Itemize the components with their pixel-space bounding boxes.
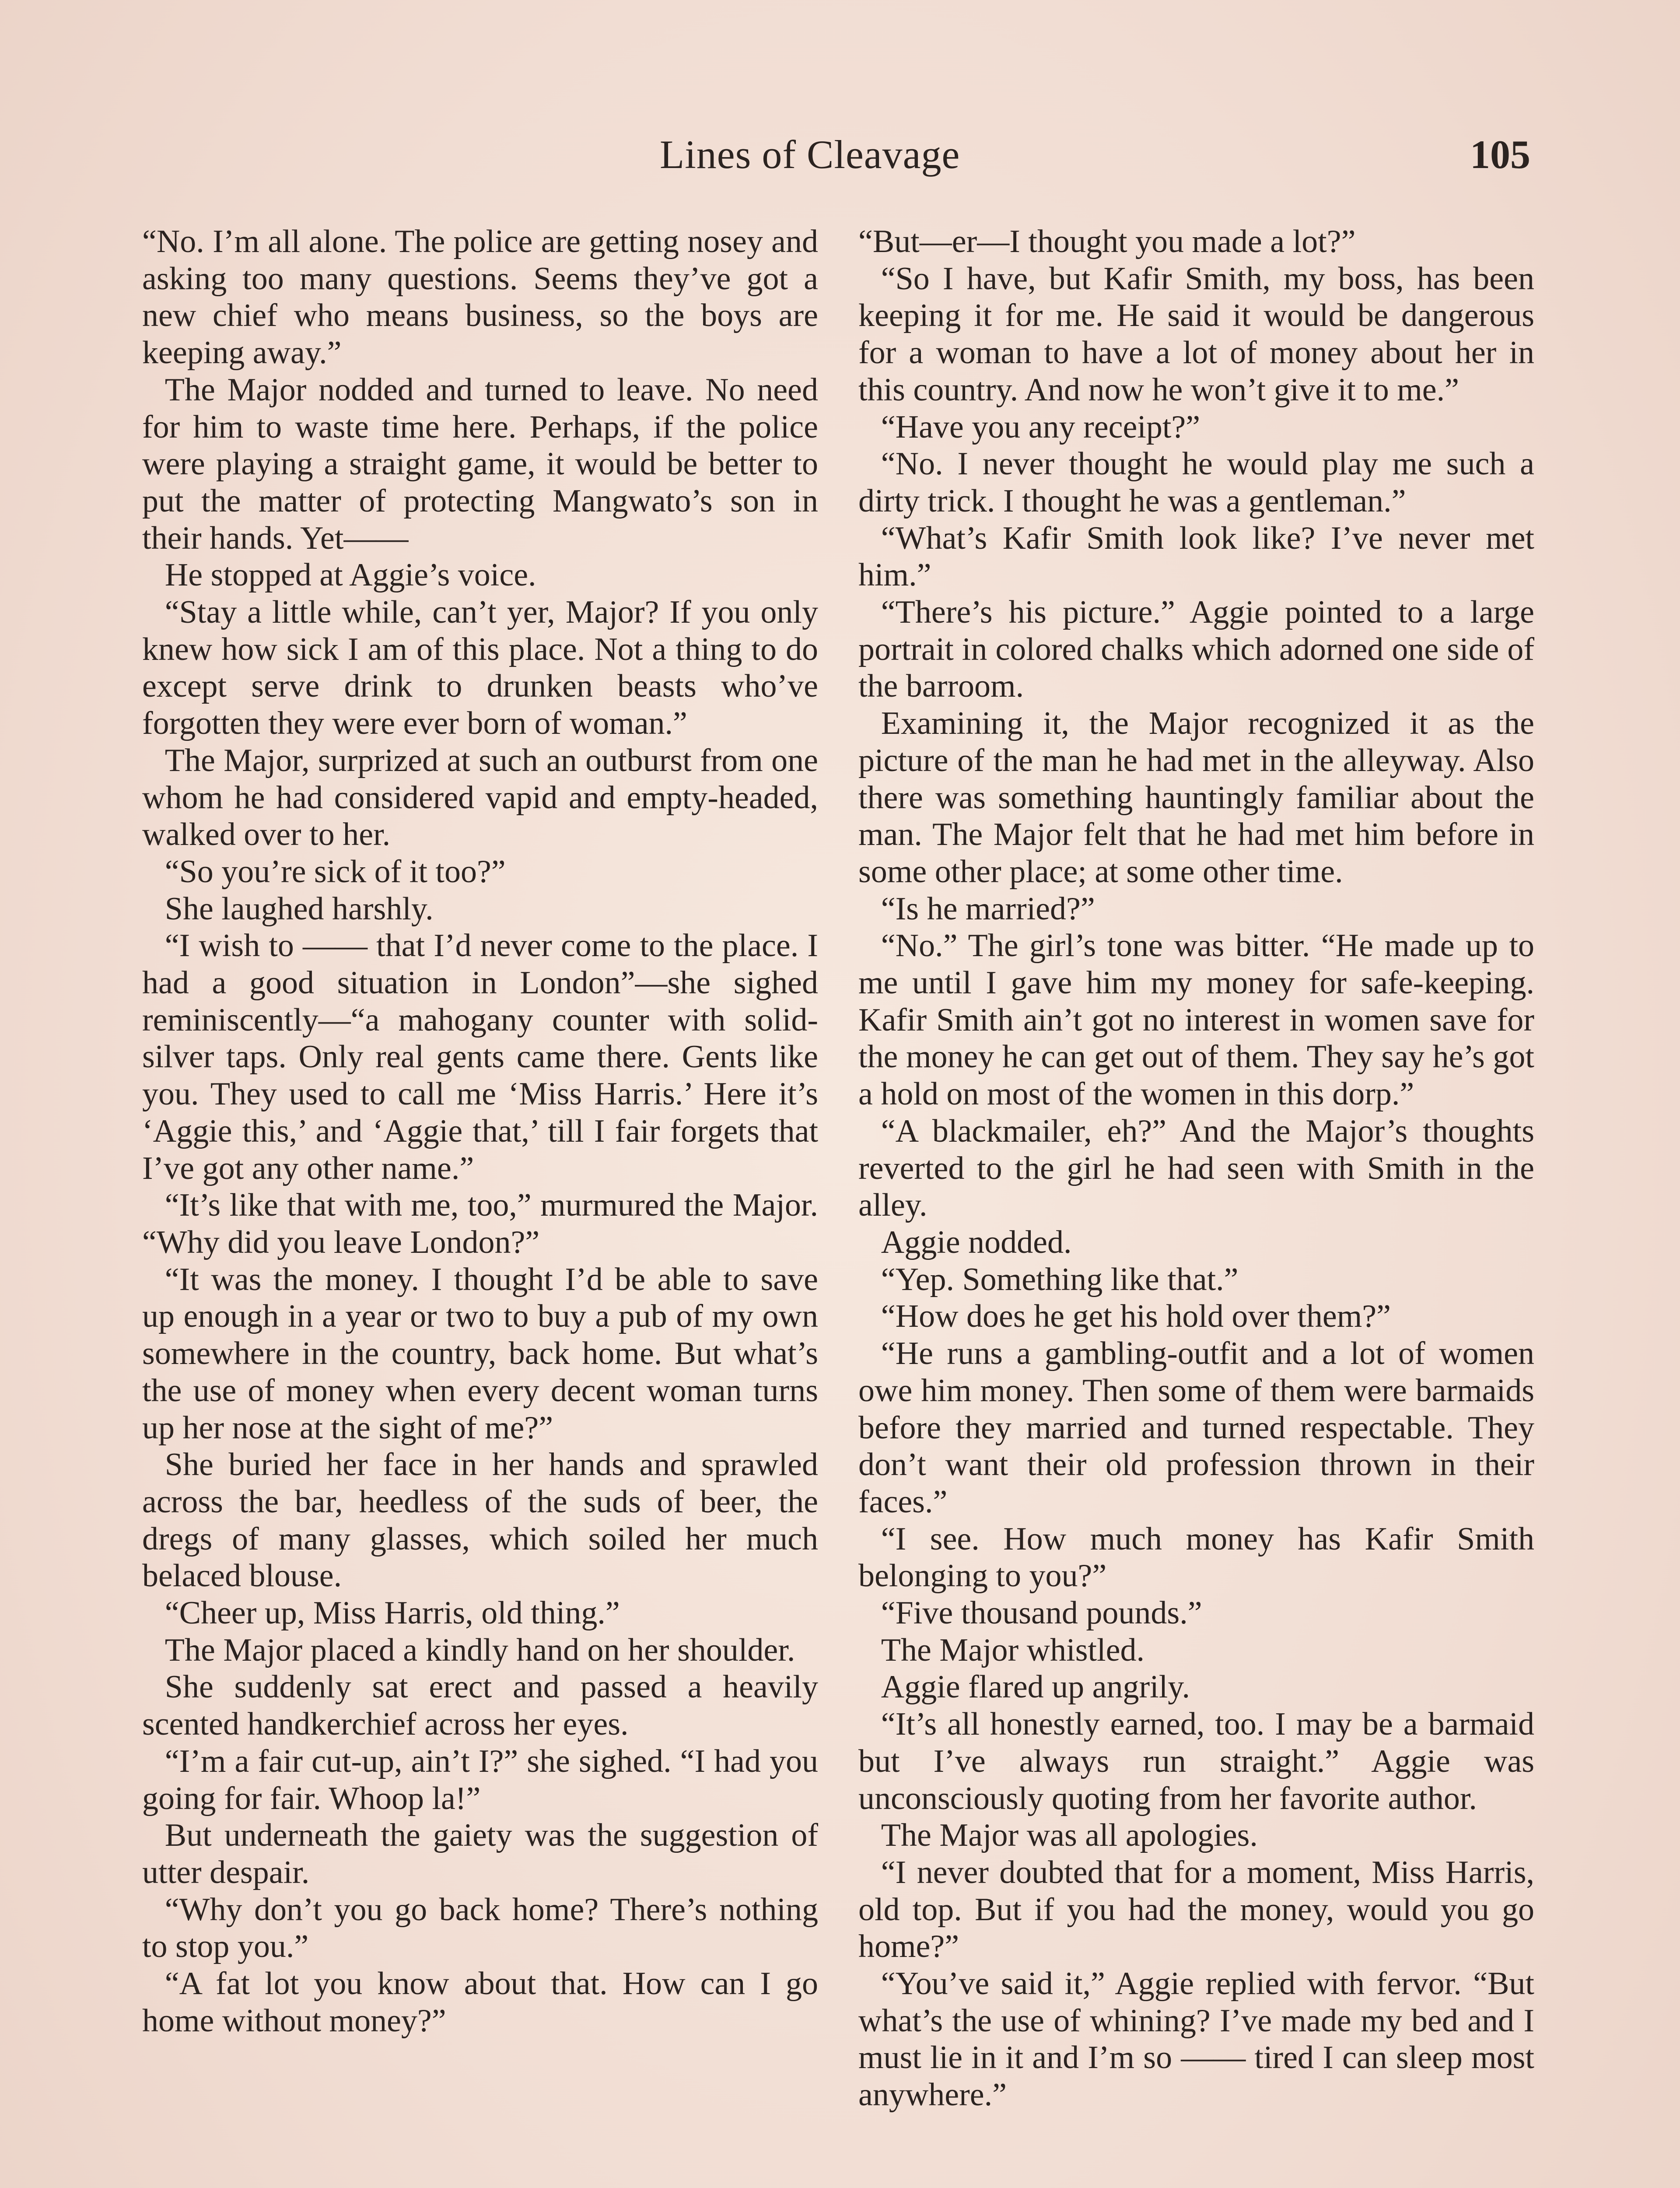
page-number: 105 xyxy=(1470,132,1530,177)
paragraph: Aggie nodded. xyxy=(881,1224,1072,1260)
paragraph: “How does he get his hold over them?” xyxy=(881,1298,1391,1335)
paragraph: “Stay a little while, can’t yer, Major? If you only knew how sick I am of this place. Not a thing to do except serve drink to drunken beasts who’ve forgotten they were ever born of woman.” xyxy=(142,594,818,742)
paragraph: She suddenly sat erect and passed a heavily scented handkerchief across her eyes. xyxy=(142,1669,818,1743)
paragraph: “It was the money. I thought I’d be able to save up enough in a year or two to buy a pub of my own somewhere in the country, back home. But what’s the use of money when every decent woman turns up her nose at the sight of me?” xyxy=(142,1261,818,1446)
paragraph: The Major placed a kindly hand on her shoulder. xyxy=(164,1632,795,1668)
paragraph: “Five thousand pounds.” xyxy=(881,1595,1202,1631)
paragraph: “Cheer up, Miss Harris, old thing.” xyxy=(164,1595,620,1631)
left-text-column xyxy=(142,223,818,2188)
paragraph: “I wish to —— that I’d never come to the place. I had a good situation in London”—she sighed reminiscently—“a mahogany counter with solid-silver taps. Only real gents came there. Gents like you. They used to call me ‘Miss Harris.’ Here it’s ‘Aggie this,’ and ‘Aggie that,’ till I fair forgets that I’ve got any other name.” xyxy=(142,928,818,1186)
paragraph: The Major whistled. xyxy=(881,1632,1144,1668)
paragraph: The Major, surprized at such an outburst from one whom he had considered vapid and empty-headed, walked over to her. xyxy=(142,742,818,853)
paragraph: “Why don’t you go back home? There’s nothing to stop you.” xyxy=(142,1891,818,1965)
paragraph: “What’s Kafir Smith look like? I’ve never met him.” xyxy=(858,520,1534,593)
paragraph: “He runs a gambling-outfit and a lot of women owe him money. Then some of them were barmaids before they married and turned respectable. They don’t want their old profession thrown in their faces.” xyxy=(858,1336,1534,1520)
paragraph: Aggie flared up angrily. xyxy=(881,1669,1190,1705)
running-title: Lines of Cleavage xyxy=(660,132,960,177)
paragraph: “Yep. Something like that.” xyxy=(881,1261,1239,1297)
paragraph: The Major nodded and turned to leave. No need for him to waste time here. Perhaps, if the police were playing a straight game, it would be better to put the matter of protecting Mangwato’s son in their hands. Yet—— xyxy=(142,372,818,556)
paragraph: “But—er—I thought you made a lot?” xyxy=(858,224,1356,259)
paragraph: “There’s his picture.” Aggie pointed to a large portrait in colored chalks which adorned one side of the barroom. xyxy=(858,594,1534,705)
paragraph: “Have you any receipt?” xyxy=(881,409,1200,445)
paragraph: But underneath the gaiety was the suggestion of utter despair. xyxy=(142,1817,818,1890)
paragraph: “So I have, but Kafir Smith, my boss, has been keeping it for me. He said it would be dangerous for a woman to have a lot of money about her in this country. And now he won’t give it to me.” xyxy=(858,260,1534,408)
paragraph: “A blackmailer, eh?” And the Major’s thoughts reverted to the girl he had seen with Smith in the alley. xyxy=(858,1113,1534,1224)
paragraph: “I never doubted that for a moment, Miss Harris, old top. But if you had the money, would you go home?” xyxy=(858,1854,1534,1965)
paragraph: “So you’re sick of it too?” xyxy=(164,853,506,890)
paragraph: “I see. How much money has Kafir Smith belonging to you?” xyxy=(858,1521,1534,1594)
paragraph: “It’s like that with me, too,” murmured the Major. “Why did you leave London?” xyxy=(142,1187,818,1260)
paragraph: The Major was all apologies. xyxy=(881,1817,1258,1854)
paragraph: “I’m a fair cut-up, ain’t I?” she sighed. “I had you going for fair. Whoop la!” xyxy=(142,1743,818,1816)
right-text-column xyxy=(858,223,1534,2188)
paragraph: She buried her face in her hands and sprawled across the bar, heedless of the suds of beer, the dregs of many glasses, which soiled her much belaced blouse. xyxy=(142,1447,818,1594)
paragraph: He stopped at Aggie’s voice. xyxy=(164,557,536,593)
paragraph: “No.” The girl’s tone was bitter. “He made up to me until I gave him my money for safe-keeping. Kafir Smith ain’t got no interest in women save for the money he can get out of them. They say he’s got a hold on most of the women in this dorp.” xyxy=(858,928,1534,1112)
paragraph: “No. I never thought he would play me such a dirty trick. I thought he was a gentleman.” xyxy=(858,446,1534,519)
paragraph: “Is he married?” xyxy=(881,891,1095,927)
paragraph: “You’ve said it,” Aggie replied with fervor. “But what’s the use of whining? I’ve made my bed and I must lie in it and I’m so —— tired I can sleep most anywhere.” xyxy=(858,1966,1534,2113)
paragraph: “It’s all honestly earned, too. I may be a barmaid but I’ve always run straight.” Aggie was unconsciously quoting from her favorite author. xyxy=(858,1706,1534,1816)
paragraph: “A fat lot you know about that. How can I go home without money?” xyxy=(142,1966,818,2039)
paragraph: She laughed harshly. xyxy=(164,891,434,927)
paragraph: “No. I’m all alone. The police are getting nosey and asking too many questions. Seems they’ve got a new chief who means business, so the boys are keeping away.” xyxy=(142,224,818,371)
paragraph: Examining it, the Major recognized it as the picture of the man he had met in the alleyway. Also there was something hauntingly familiar about the man. The Major felt that he had met him before in some other place; at some other time. xyxy=(858,705,1534,890)
